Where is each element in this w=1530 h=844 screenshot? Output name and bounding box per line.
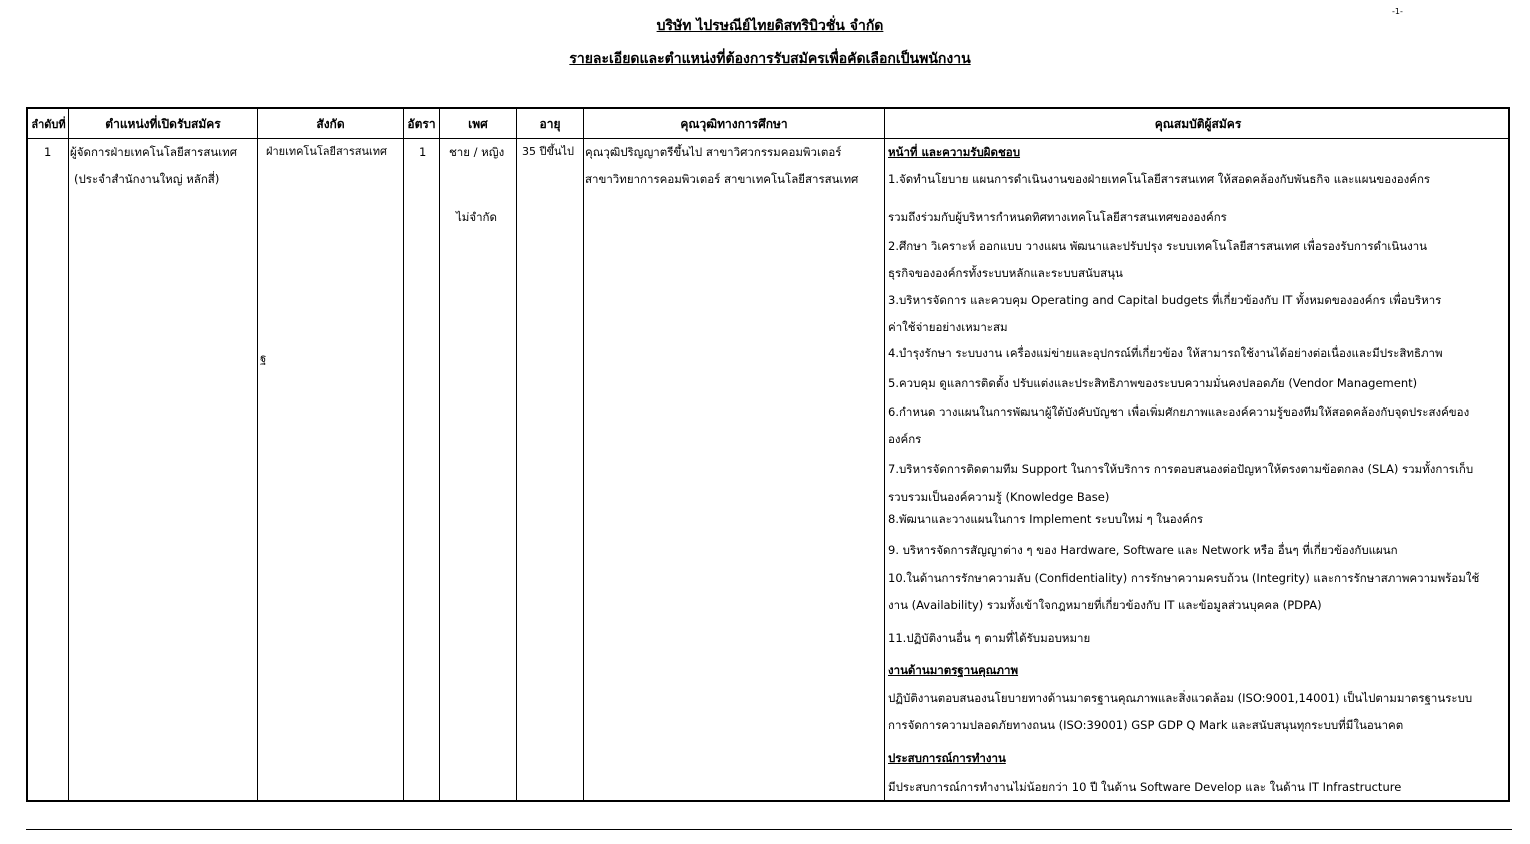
company-title: บริษัท ไปรษณีย์ไทยดิสทริบิวชั่น จำกัด xyxy=(656,18,884,34)
duty-line: ค่าใช้จ่ายอย่างเหมาะสม xyxy=(888,320,1008,334)
duty-line: 2.ศึกษา วิเคราะห์ ออกแบบ วางแผน พัฒนาและปรับปรุง ระบบเทคโนโลยีสารสนเทศ เพื่อรองรับการดำเนินงาน xyxy=(888,239,1428,253)
duty-line: 7.บริหารจัดการติดตามทีม Support ในการให้บริการ การตอบสนองต่อปัญหาให้ตรงตามข้อตกลง (SLA) รวมทั้งการเก็บ xyxy=(888,462,1474,476)
duty-line: 10.ในด้านการรักษาความลับ (Confidentiality) การรักษาความครบถ้วน (Integrity) และการรักษาสภาพความพร้อมใช้ xyxy=(888,571,1480,585)
duty-line: งาน (Availability) รวมทั้งเข้าใจกฎหมายที่เกี่ยวข้องกับ IT และข้อมูลส่วนบุคคล (PDPA) xyxy=(888,598,1322,612)
duty-line: 6.กำหนด วางแผนในการพัฒนาผู้ใต้บังคับบัญชา เพื่อเพิ่มศักยภาพและองค์ความรู้ของทีมให้สอดคล้องกับจุดประสงค์ของ xyxy=(888,405,1470,419)
header-education: คุณวุฒิทางการศึกษา xyxy=(680,117,788,131)
education-line-2: สาขาวิทยาการคอมพิวเตอร์ สาขาเทคโนโลยีสารสนเทศ xyxy=(585,172,859,186)
page-subtitle: รายละเอียดและตำแหน่งที่ต้องการรับสมัครเพื่อคัดเลือกเป็นพนักงาน xyxy=(569,51,971,67)
standards-heading: งานด้านมาตรฐานคุณภาพ xyxy=(888,663,1019,677)
header-position: ตำแหน่งที่เปิดรับสมัคร xyxy=(105,117,221,131)
col-divider xyxy=(884,109,885,800)
position-location: (ประจำสำนักงานใหญ่ หลักสี่) xyxy=(74,172,220,186)
header-rate: อัตรา xyxy=(407,117,436,131)
header-no: ลำดับที่ xyxy=(31,118,66,131)
standards-line: ปฏิบัติงานตอบสนองนโยบายทางด้านมาตรฐานคุณภาพและสิ่งแวดล้อม (ISO:9001,14001) เป็นไปตามมาตรฐานระบบ xyxy=(888,691,1473,705)
rate-value: 1 xyxy=(419,145,427,159)
duty-line: 8.พัฒนาและวางแผนในการ Implement ระบบใหม่ ๆ ในองค์กร xyxy=(888,512,1204,526)
duty-line: องค์กร xyxy=(888,432,922,446)
experience-heading: ประสบการณ์การทำงาน xyxy=(888,751,1006,765)
duty-line: ธุรกิจขององค์กรทั้งระบบหลักและระบบสนับสนุน xyxy=(888,266,1123,280)
col-divider xyxy=(68,109,69,800)
stray-mark: ฐ xyxy=(260,351,267,365)
duty-line: 1.จัดทำนโยบาย แผนการดำเนินงานของฝ่ายเทคโนโลยีสารสนเทศ ให้สอดคล้องกับพันธกิจ และแผนขององค์กร xyxy=(888,172,1431,186)
col-divider xyxy=(403,109,404,800)
row-no: 1 xyxy=(44,145,52,159)
standards-line: การจัดการความปลอดภัยทางถนน (ISO:39001) GSP GDP Q Mark และสนับสนุนทุกระบบที่มีในอนาคต xyxy=(888,718,1404,732)
job-table xyxy=(26,107,1510,802)
experience-line: มีประสบการณ์การทำงานไม่น้อยกว่า 10 ปี ในด้าน Software Develop และ ในด้าน IT Infrastructure xyxy=(888,780,1402,794)
duty-line: 9. บริหารจัดการสัญญาต่าง ๆ ของ Hardware, Software และ Network หรือ อื่นๆ ที่เกี่ยวข้องกับแผนก xyxy=(888,543,1398,557)
header-qualifications: คุณสมบัติผู้สมัคร xyxy=(1154,117,1242,131)
col-divider xyxy=(257,109,258,800)
footer-rule xyxy=(26,829,1512,830)
department-name: ฝ่ายเทคโนโลยีสารสนเทศ xyxy=(266,145,387,158)
col-divider xyxy=(439,109,440,800)
header-divider xyxy=(28,138,1508,139)
age-value: 35 ปีขึ้นไป xyxy=(522,145,575,158)
education-line-1: คุณวุฒิปริญญาตรีขึ้นไป สาขาวิศวกรรมคอมพิวเตอร์ xyxy=(585,145,842,159)
header-gender: เพศ xyxy=(468,117,488,131)
gender-note: ไม่จำกัด xyxy=(456,210,497,224)
duty-line: 3.บริหารจัดการ และควบคุม Operating and Capital budgets ที่เกี่ยวข้องกับ IT ทั้งหมดขององค์กร เพื่อบริหาร xyxy=(888,293,1442,307)
duty-heading: หน้าที่ และความรับผิดชอบ xyxy=(888,145,1021,159)
header-department: สังกัด xyxy=(316,117,345,131)
duty-line: 11.ปฏิบัติงานอื่น ๆ ตามที่ได้รับมอบหมาย xyxy=(888,631,1091,645)
col-divider xyxy=(583,109,584,800)
col-divider xyxy=(516,109,517,800)
header-age: อายุ xyxy=(539,117,561,131)
duty-line: รวมถึงร่วมกับผู้บริหารกำหนดทิศทางเทคโนโลยีสารสนเทศขององค์กร xyxy=(888,210,1227,224)
gender-value: ชาย / หญิง xyxy=(449,145,505,159)
duty-line: 5.ควบคุม ดูแลการติดตั้ง ปรับแต่งและประสิทธิภาพของระบบความมั่นคงปลอดภัย (Vendor Management) xyxy=(888,376,1418,390)
duty-line: รวบรวมเป็นองค์ความรู้ (Knowledge Base) xyxy=(888,490,1110,504)
duty-line: 4.บำรุงรักษา ระบบงาน เครื่องแม่ข่ายและอุปกรณ์ที่เกี่ยวข้อง ให้สามารถใช้งานได้อย่างต่อเนื่องและมีประสิทธิภาพ xyxy=(888,346,1443,360)
page-number: -1- xyxy=(1392,7,1403,16)
position-title: ผู้จัดการฝ่ายเทคโนโลยีสารสนเทศ xyxy=(70,145,238,159)
